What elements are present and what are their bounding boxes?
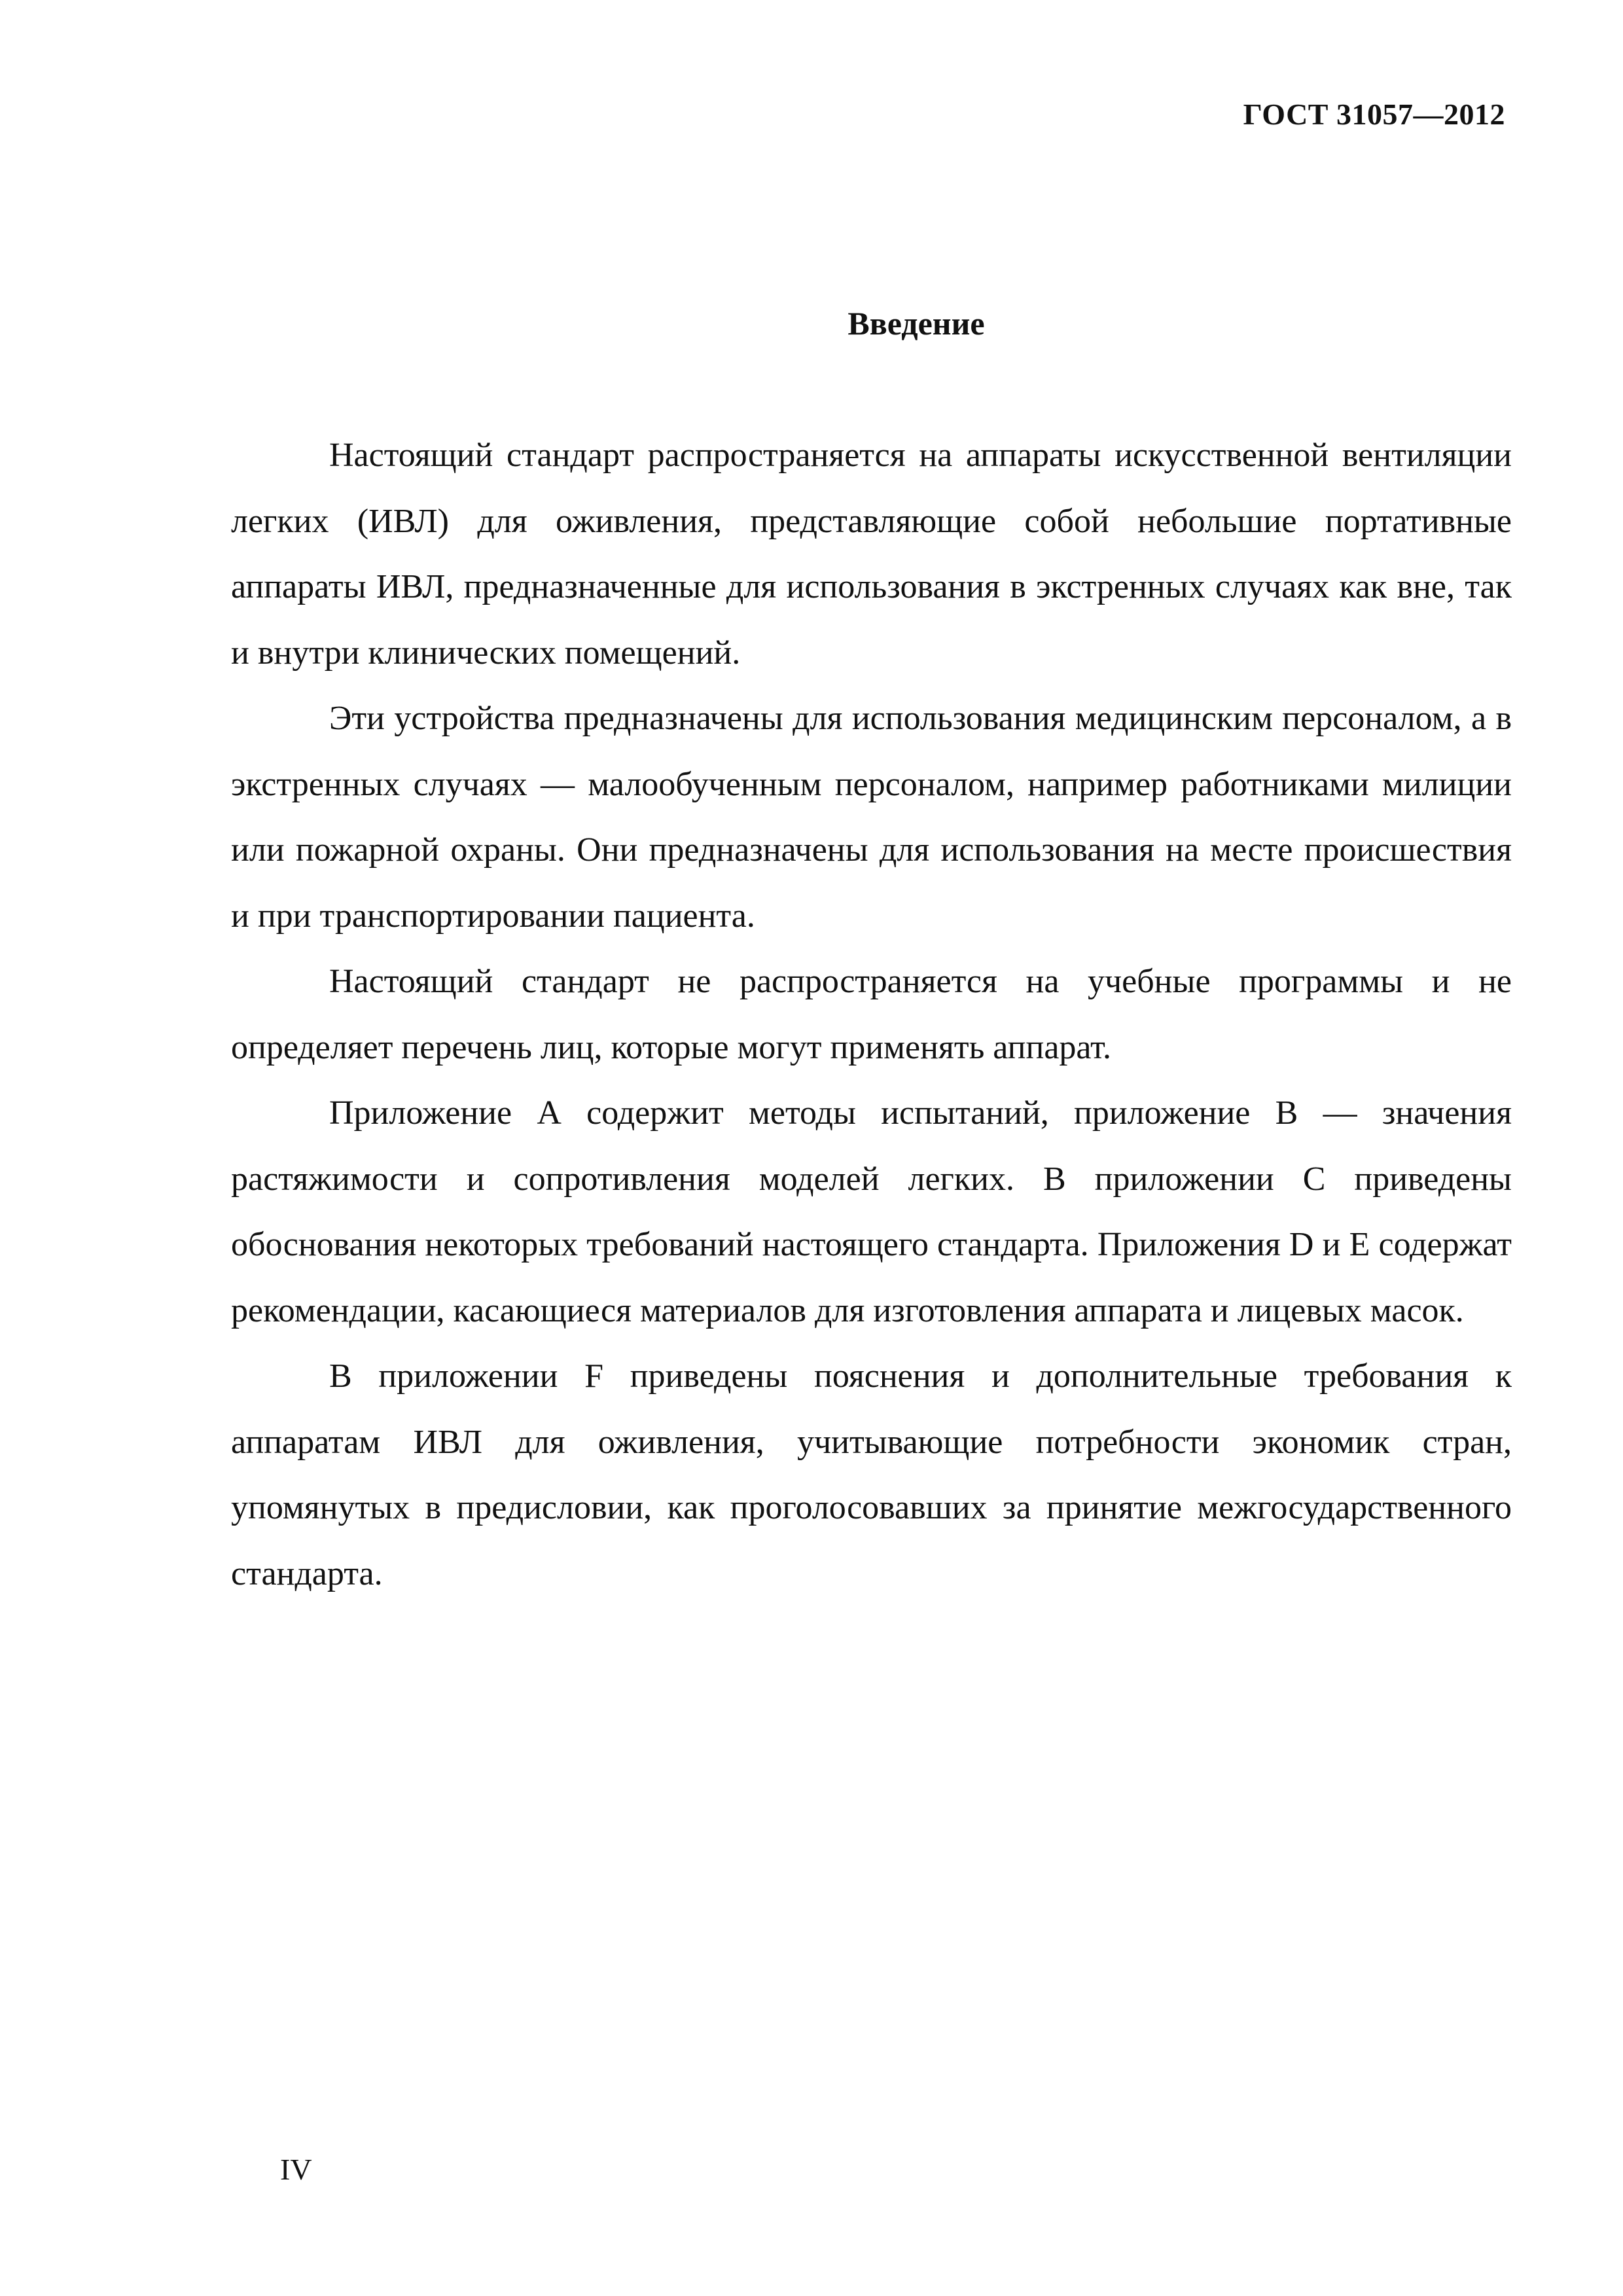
paragraph-annex-f: В приложении F приведены пояснения и дополнительные требования к аппаратам ИВЛ для оживления, учитывающие потребности экономик стран, упомянутых в предисловии, как проголосовавших за принятие межгосударственного стандарта.	[231, 1357, 1512, 1592]
section-title: Введение	[847, 305, 985, 342]
introduction-body	[231, 423, 1512, 1607]
paragraph-users: Эти устройства предназначены для использования медицинским персоналом, а в экстренных случаях — малообученным персоналом, например работниками милиции или пожарной охраны. Они предназначены для использования на месте происшествия и при транспортировании пациента.	[231, 700, 1512, 935]
document-code-header: ГОСТ 31057—2012	[1243, 98, 1505, 131]
paragraph-training: Настоящий стандарт не распространяется на учебные программы и не определяет перечень лиц, которые могут применять аппарат.	[231, 963, 1512, 1066]
paragraph-annexes: Приложение А содержит методы испытаний, приложение В — значения растяжимости и сопротивления моделей легких. В приложении С приведены обоснования некоторых требований настоящего стандарта. Приложения D и Е содержат рекомендации, касающиеся материалов для изготовления аппарата и лицевых масок.	[231, 1094, 1512, 1329]
paragraph-scope: Настоящий стандарт распространяется на аппараты искусственной вентиляции легких (ИВЛ) для оживления, представляющие собой небольшие портативные аппараты ИВЛ, предназначенные для использования в экстренных случаях как вне, так и внутри клинических помещений.	[231, 437, 1512, 672]
page-number: IV	[280, 2153, 312, 2186]
